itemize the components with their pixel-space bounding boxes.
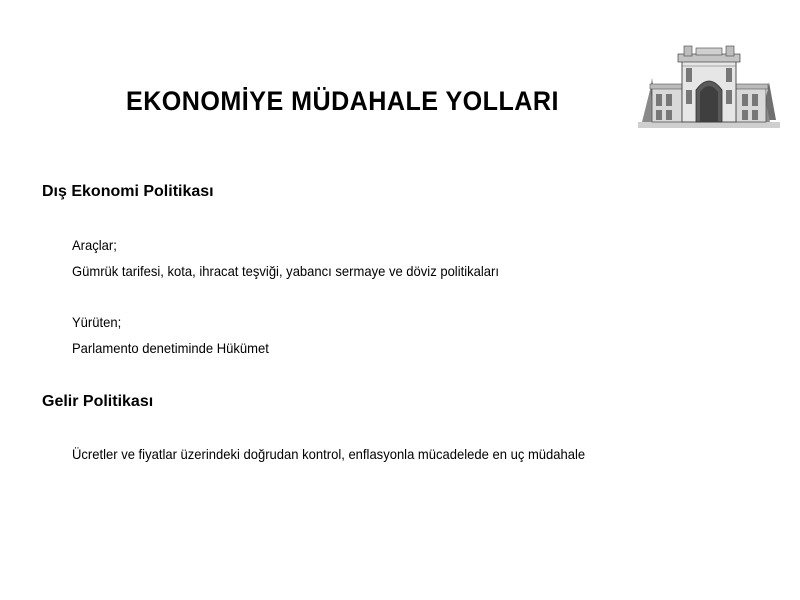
section-heading-gelir: Gelir Politikası (42, 393, 154, 410)
section-line: Araçlar; (72, 237, 117, 253)
section-line: Yürüten; (72, 314, 122, 330)
section-line: Ücretler ve fiyatlar üzerindeki doğrudan kontrol, enflasyonla mücadelede en uç müdahale (72, 446, 586, 462)
page-title: EKONOMİYE MÜDAHALE YOLLARI (126, 86, 559, 116)
section-heading-dis-ekonomi: Dış Ekonomi Politikası (42, 183, 214, 200)
university-gate-icon (638, 38, 780, 130)
section-line: Parlamento denetiminde Hükümet (72, 340, 269, 356)
section-line: Gümrük tarifesi, kota, ihracat teşviği, yabancı sermaye ve döviz politikaları (72, 263, 499, 279)
